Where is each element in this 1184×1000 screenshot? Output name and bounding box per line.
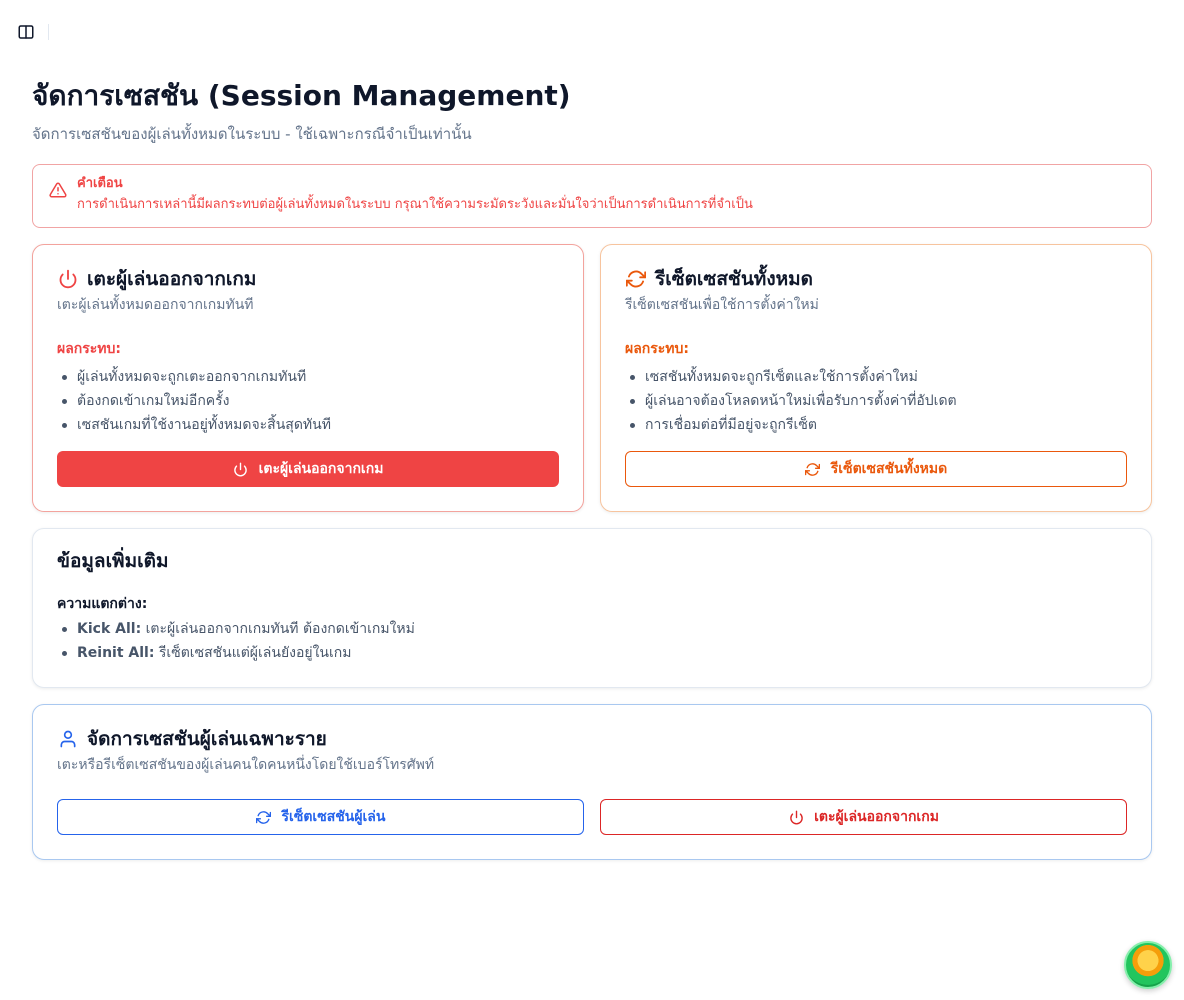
- page-title: จัดการเซสชัน (Session Management): [32, 79, 571, 112]
- single-player-header: [57, 727, 327, 751]
- reset-card-description: รีเซ็ตเซสชันเพื่อใช้การตั้งค่าใหม่: [625, 297, 819, 313]
- warning-alert: [32, 164, 1152, 228]
- single-player-card: [32, 704, 1152, 860]
- info-term: Reinit All:: [77, 645, 155, 661]
- info-list: [57, 617, 415, 665]
- list-item: ผู้เล่นอาจต้องโหลดหน้าใหม่เพื่อรับการตั้งค่าที่อัปเดต: [625, 389, 957, 413]
- power-icon: [57, 268, 79, 290]
- warning-title: คำเตือน: [77, 176, 123, 191]
- kick-player-label: เตะผู้เล่นออกจากเกม: [814, 809, 939, 825]
- kick-card-description: เตะผู้เล่นทั้งหมดออกจากเกมทันที: [57, 297, 254, 313]
- info-subtitle: ความแตกต่าง:: [57, 596, 148, 612]
- additional-info-card: [32, 528, 1152, 688]
- list-item: เซสชันทั้งหมดจะถูกรีเซ็ตและใช้การตั้งค่าใหม่: [625, 365, 957, 389]
- reset-card-title: รีเซ็ตเซสชันทั้งหมด: [655, 268, 813, 290]
- sidebar-toggle-icon[interactable]: [16, 22, 36, 42]
- alert-triangle-icon: [49, 181, 67, 199]
- reset-impact-label: ผลกระทบ:: [625, 341, 690, 357]
- kick-all-card: [32, 244, 584, 512]
- refresh-icon: [256, 809, 272, 825]
- power-icon: [788, 809, 804, 825]
- reset-all-button-label: รีเซ็ตเซสชันทั้งหมด: [830, 461, 948, 477]
- info-text: รีเซ็ตเซสชันแต่ผู้เล่นยังอยู่ในเกม: [154, 645, 352, 661]
- refresh-icon: [625, 268, 647, 290]
- kick-impact-label: ผลกระทบ:: [57, 341, 122, 357]
- kick-all-button-label: เตะผู้เล่นออกจากเกม: [258, 461, 384, 477]
- kick-player-button[interactable]: [600, 799, 1127, 835]
- list-item: [57, 641, 415, 665]
- top-bar: [0, 0, 1184, 64]
- page-subtitle: จัดการเซสชันของผู้เล่นทั้งหมดในระบบ - ใช้เฉพาะกรณีจำเป็นเท่านั้น: [32, 125, 472, 143]
- list-item: การเชื่อมต่อที่มีอยู่จะถูกรีเซ็ต: [625, 413, 957, 437]
- info-text: เตะผู้เล่นออกจากเกมทันที ต้องกดเข้าเกมใหม่: [141, 621, 415, 637]
- refresh-icon: [805, 461, 821, 477]
- power-icon: [233, 461, 249, 477]
- warning-text: การดำเนินการเหล่านี้มีผลกระทบต่อผู้เล่นทั้งหมดในระบบ กรุณาใช้ความระมัดระวังและมั่นใจว่าเป็นการดำเนินการที่จำเป็น: [77, 197, 753, 212]
- list-item: ผู้เล่นทั้งหมดจะถูกเตะออกจากเกมทันที: [57, 365, 331, 389]
- kick-card-header: [57, 267, 256, 291]
- topbar-divider: [48, 24, 49, 40]
- list-item: เซสชันเกมที่ใช้งานอยู่ทั้งหมดจะสิ้นสุดทันที: [57, 413, 331, 437]
- single-player-description: เตะหรือรีเซ็ตเซสชันของผู้เล่นคนใดคนหนึ่งโดยใช้เบอร์โทรศัพท์: [57, 757, 435, 773]
- single-player-title: จัดการเซสชันผู้เล่นเฉพาะราย: [87, 728, 327, 750]
- reset-player-session-button[interactable]: [57, 799, 584, 835]
- reset-all-card: [600, 244, 1152, 512]
- list-item: [57, 617, 415, 641]
- reset-player-session-label: รีเซ็ตเซสชันผู้เล่น: [281, 809, 386, 825]
- user-icon: [57, 728, 79, 750]
- reset-all-button[interactable]: [625, 451, 1127, 487]
- info-title: ข้อมูลเพิ่มเติม: [57, 550, 169, 572]
- avatar[interactable]: [1124, 941, 1172, 989]
- list-item: ต้องกดเข้าเกมใหม่อีกครั้ง: [57, 389, 331, 413]
- kick-all-button[interactable]: [57, 451, 559, 487]
- kick-card-title: เตะผู้เล่นออกจากเกม: [87, 268, 257, 290]
- kick-impact-list: [57, 365, 331, 437]
- info-term: Kick All:: [77, 621, 142, 637]
- reset-impact-list: [625, 365, 957, 437]
- reset-card-header: [625, 267, 813, 291]
